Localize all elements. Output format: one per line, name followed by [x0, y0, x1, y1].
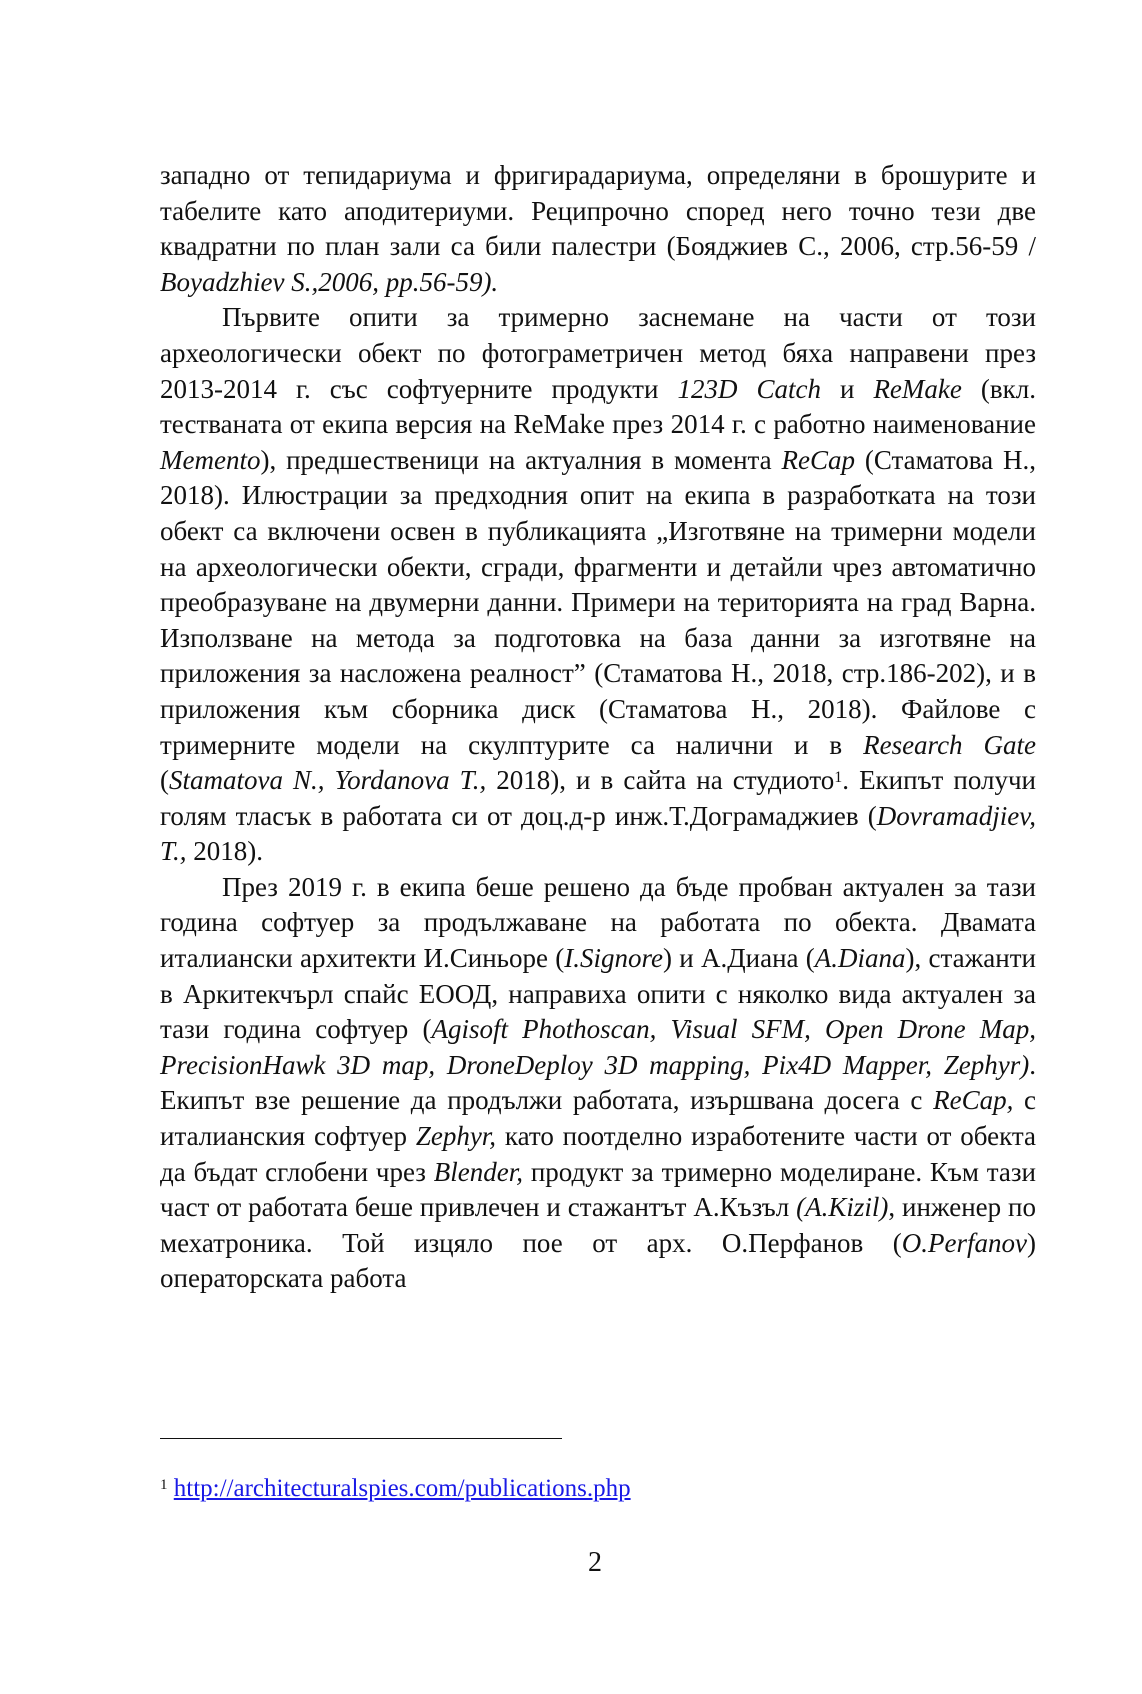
- italic-run: Stamatova N., Yordanova T.,: [169, 765, 487, 796]
- text-run: (Стаматова Н., 2018). Илюстрации за предходния опит на екипа в разработката на този обект са включени освен в публикацията „Изготвяне на тримерни модели на археологически обекти, сгради, фрагменти и детайли чрез автоматично преобразуване на двумерни данни. Примери на територията на град Варна. Използване на метода за подготовка на база данни за изготвяне на приложения за насложена реалност” (Стаматова Н., 2018, стр.186-202), и в приложения към сборника диск (Стаматова Н., 2018). Файлове с тримерните модели на скулптурите са налични и в: [160, 444, 1036, 760]
- italic-run: Research Gate: [863, 729, 1036, 760]
- footnote-link[interactable]: http://architecturalspies.com/publications.php: [173, 1475, 631, 1502]
- footnote-number: 1: [160, 1477, 168, 1493]
- text-run: с италианския софтуер: [160, 1085, 1036, 1152]
- text-run: западно от тепидариума и фригирадариума, определяни в брошурите и табелите като аподитериуми. Реципрочно според него точно тези две квадратни по план зали са били палестри (Бояджиев С., 2006, стр.56-59 /: [160, 160, 1036, 262]
- page-number: 2: [588, 1547, 602, 1578]
- footnote-separator: [160, 1438, 562, 1439]
- text-run: . Екипът взе решение да продължи работата, изършвана досега с: [160, 1049, 1036, 1116]
- body-text: [160, 158, 1036, 1297]
- italic-run: Zephyr,: [415, 1121, 497, 1152]
- paragraph: [160, 158, 1036, 300]
- text-run: През 2019 г. в екипа беше решено да бъде пробван актуален за тази година софтуер за продължаване на работата по обекта. Двамата италиански архитекти И.Синьоре (: [160, 871, 1036, 974]
- italic-run: Boyadzhiev S.,2006, pp.56-59).: [160, 266, 499, 297]
- italic-run: O.Perfanov: [901, 1227, 1027, 1258]
- text-run: и: [820, 373, 874, 404]
- text-run: ), стажанти в Аркитекчърл спайс ЕООД, направиха опити с няколко вида актуален за тази година софтуер (: [160, 943, 1036, 1045]
- footnote: [160, 1474, 1036, 1504]
- italic-run: Blender,: [433, 1156, 524, 1187]
- text-run: 2018).: [186, 836, 264, 867]
- text-run: ), предшественици на актуалния в момента: [260, 444, 782, 475]
- paragraph: [160, 300, 1036, 870]
- text-run: Първите опити за тримерно заснемане на части от този археологически обект по фотограметричен метод бяха направени през 2013-2014 г. със софтуерните продукти: [160, 302, 1036, 404]
- italic-run: ReCap,: [933, 1085, 1014, 1116]
- italic-run: Memento: [160, 444, 261, 475]
- italic-run: A.Diana: [814, 943, 906, 974]
- italic-run: ReMake: [873, 373, 962, 404]
- text-run: ) операторската работа: [160, 1227, 1036, 1294]
- footnote-reference: 1: [834, 769, 843, 787]
- text-run: като поотделно изработените части от обекта да бъдат сглобени чрез: [160, 1121, 1036, 1187]
- text-run: (: [160, 765, 169, 796]
- italic-run: Dovramadjiev, T.,: [160, 800, 1036, 867]
- text-run: . Екипът получи голям тласък в работата си от доц.д-р инж.Т.Дограмаджиев (: [160, 765, 1036, 831]
- italic-run: ReCap: [781, 444, 856, 475]
- text-run: , инженер по мехатроника. Той изцяло пое от арх. О.Перфанов (: [160, 1192, 1036, 1258]
- text-run: (вкл. тестваната от екипа версия на ReMake през 2014 г. с работно наименование: [160, 373, 1036, 440]
- italic-run: 123D Catch: [677, 373, 821, 404]
- italic-run: I.Signore: [564, 943, 663, 974]
- paragraph: [160, 870, 1036, 1297]
- italic-run: Agisoft Phothoscan, Visual SFM, Open Drone Map, PrecisionHawk 3D map, DroneDeploy 3D mapping, Pix4D Mapper, Zephyr): [160, 1014, 1037, 1080]
- italic-run: (A.Kizil): [796, 1192, 889, 1223]
- text-run: ) и А.Диана (: [662, 943, 815, 974]
- text-run: 2018), и в сайта на студиото: [486, 765, 835, 796]
- text-run: продукт за тримерно моделиране. Към тази част от работата беше привлечен и стажантът А.Къзъл: [160, 1156, 1036, 1223]
